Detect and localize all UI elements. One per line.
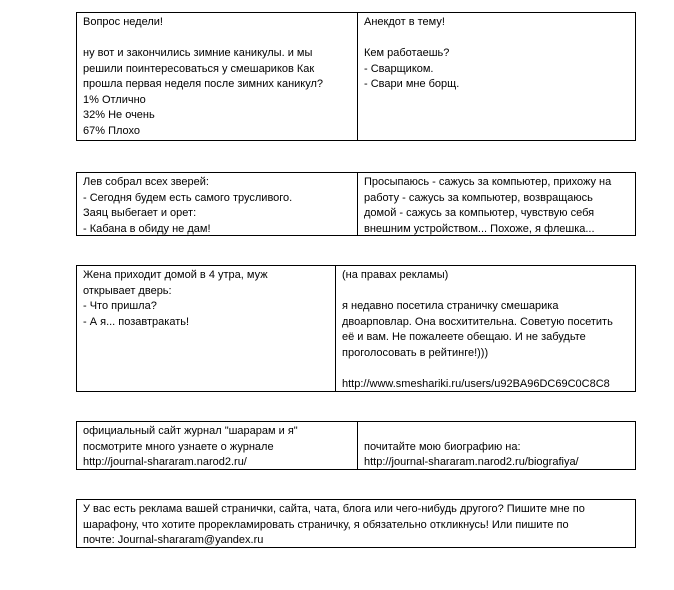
joke-line: - Что пришла? bbox=[83, 300, 157, 312]
joke-line: открывает дверь: bbox=[83, 284, 172, 297]
journal-text-line: официальный сайт журнал "шарарам и я" bbox=[83, 425, 298, 437]
joke-line: Жена приходит домой в 4 утра, муж bbox=[83, 269, 268, 281]
ad-cell bbox=[335, 266, 635, 391]
biography-cell bbox=[357, 422, 635, 469]
ad-line: двоарповлар. Она восхитительна. Советую посетить bbox=[342, 315, 613, 328]
joke-line: Заяц выбегает и орет: bbox=[83, 207, 197, 219]
joke-line: - Сегодня будем есть самого трусливого. bbox=[83, 191, 293, 204]
contact-block bbox=[76, 499, 636, 548]
poll-option: 32% Не очень bbox=[83, 109, 155, 121]
ad-line: её и вам. Не пожалеете обещаю. И не забудьте bbox=[342, 331, 586, 343]
joke-line: Просыпаюсь - сажусь за компьютер, прихожу на bbox=[364, 176, 612, 188]
contact-cell bbox=[77, 500, 635, 547]
biography-text: почитайте мою биографию на: bbox=[364, 440, 521, 453]
journal-links-block bbox=[76, 421, 636, 470]
journal-site-link[interactable]: http://journal-shararam.narod2.ru/ bbox=[83, 456, 247, 468]
wife-joke-cell bbox=[77, 266, 335, 391]
ad-line: я недавно посетила страничку смешарика bbox=[342, 300, 559, 312]
ad-link[interactable]: http://www.smeshariki.ru/users/u92BA96DC69C0C8C8 bbox=[342, 377, 610, 390]
biography-link[interactable]: http://journal-shararam.narod2.ru/biografiya/ bbox=[364, 456, 579, 468]
question-text-line: ну вот и закончились зимние каникулы. и мы bbox=[83, 47, 313, 59]
joke-line: - Кабана в обиду не дам! bbox=[83, 222, 211, 235]
ad-header: (на правах рекламы) bbox=[342, 269, 449, 281]
joke-line: работу - сажусь за компьютер, возвращаюсь bbox=[364, 191, 593, 204]
question-text-line: решили поинтересоваться у смешариков Как bbox=[83, 62, 315, 75]
journal-text-line: посмотрите много узнаете о журнале bbox=[83, 440, 274, 453]
poll-option: 67% Плохо bbox=[83, 124, 141, 137]
contact-line: У вас есть реклама вашей странички, сайта, чата, блога или чего-нибудь другого? Пишите мне по bbox=[83, 503, 585, 515]
poll-option: 1% Отлично bbox=[83, 93, 146, 106]
joke-line: Лев собрал всех зверей: bbox=[83, 176, 209, 188]
joke-line: внешним устройством... Похоже, я флешка... bbox=[364, 222, 595, 235]
joke-line: домой - сажусь за компьютер, чувствую себя bbox=[364, 207, 595, 219]
lion-joke-cell bbox=[77, 173, 357, 235]
contact-line: шарафону, что хотите прорекламировать страничку, я обязательно откликнусь! Или пишите по bbox=[83, 518, 569, 531]
jokes-block bbox=[76, 172, 636, 236]
joke-title: Анекдот в тему! bbox=[364, 16, 445, 28]
joke-line: - Свари мне борщ. bbox=[364, 78, 460, 90]
joke-line: Кем работаешь? bbox=[364, 47, 450, 59]
contact-line: почте: Journal-shararam@yandex.ru bbox=[83, 534, 264, 546]
question-text-line: прошла первая неделя после зимних каникул? bbox=[83, 78, 324, 90]
joke-line: - Сварщиком. bbox=[364, 62, 434, 75]
question-title: Вопрос недели! bbox=[83, 16, 163, 28]
joke-cell bbox=[357, 13, 635, 140]
journal-site-cell bbox=[77, 422, 357, 469]
joke-ad-block bbox=[76, 265, 636, 392]
flash-joke-cell bbox=[357, 173, 635, 235]
question-of-week-cell bbox=[77, 13, 357, 140]
poll-joke-block bbox=[76, 12, 636, 141]
ad-line: проголосовать в рейтинге!))) bbox=[342, 346, 489, 359]
joke-line: - А я... позавтракать! bbox=[83, 315, 190, 328]
